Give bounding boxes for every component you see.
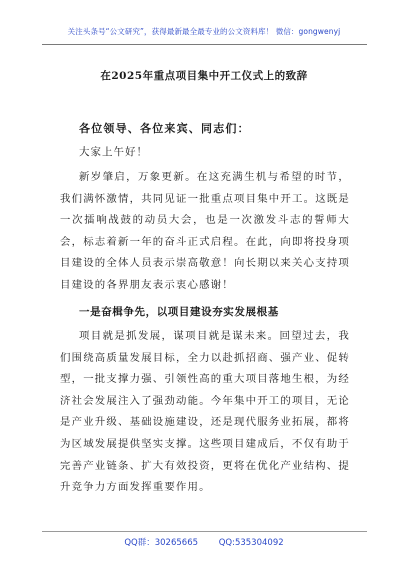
header-notice: 关注头条号“公文研究”，获得最新最全最专业的公文资料库！ 微信：gongwenyj	[67, 27, 341, 36]
paragraph-section-one: 项目就是抓发展，谋项目就是谋未来。回望过去，我们围绕高质量发展目标，全力以赴抓招商、强产业、促转型，一批支撑力强、引领性高的重大项目落地生根，为经济社会发展注入了强劲动能。今年集中开工的项目，无论是产业升级、基础设施建设，还是现代服务业拓展，都将为区域发展提供坚实支撑。这些项目建成后，不仅有助于完善产业链条、扩大有效投资，更将在优化产业结构、提升竞争力方面发挥重要作用。	[60, 330, 350, 494]
footer-qq-group: QQ群：30265665	[124, 538, 199, 548]
greeting: 大家上午好！	[79, 146, 148, 158]
document-title: 在2025年重点项目集中开工仪式上的致辞	[100, 70, 308, 82]
salutation: 各位领导、各位来宾、同志们：	[79, 122, 250, 135]
paragraph-opening: 新岁肇启，万象更新。在这充满生机与希望的时节，我们满怀激情，共同见证一批重点项目集中开工。这既是一次擂响战鼓的动员大会，也是一次激发斗志的誓师大会，标志着新一年的奋斗正式启程。在此，向即将投身项目建设的全体人员表示崇高敬意！向长期以来关心支持项目建设的各界朋友表示衷心感谢！	[60, 171, 350, 291]
section-heading: 一是奋楫争先，以项目建设夯实发展根基	[79, 306, 279, 318]
footer-contact	[0, 536, 408, 548]
footer-divider	[42, 531, 367, 532]
header-divider	[42, 44, 367, 45]
footer-qq: QQ:535304092	[218, 538, 284, 548]
